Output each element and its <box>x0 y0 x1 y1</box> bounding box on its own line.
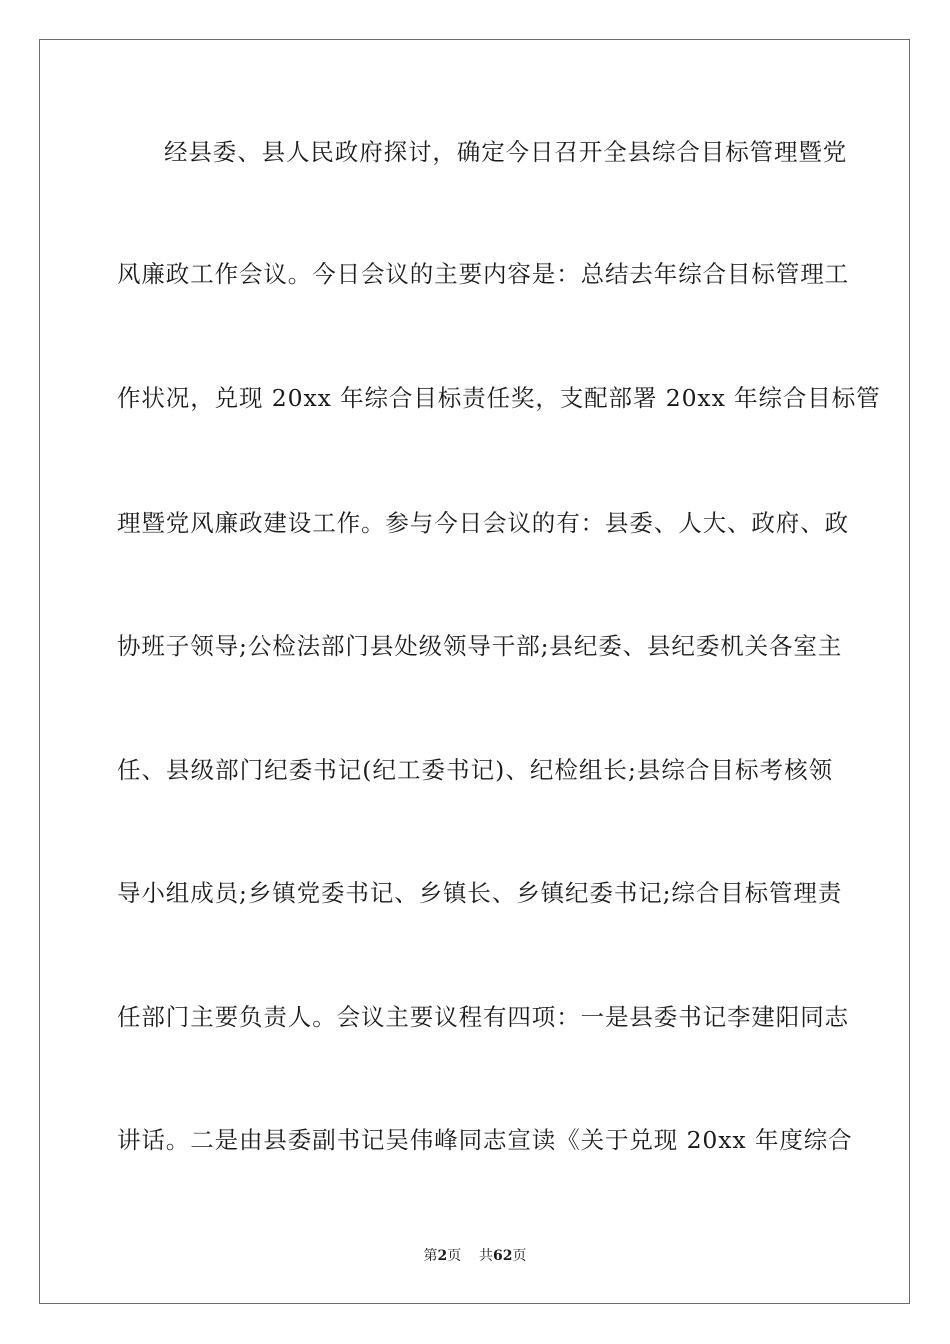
page-footer <box>0 1247 950 1265</box>
paragraph-line: 风廉政工作会议。今日会议的主要内容是：总结去年综合目标管理工 <box>117 260 849 288</box>
paragraph-line: 导小组成员;乡镇党委书记、乡镇长、乡镇纪委书记;综合目标管理责 <box>117 879 843 907</box>
paragraph-line: 理暨党风廉政建设工作。参与今日会议的有：县委、人大、政府、政 <box>117 509 849 537</box>
page-suffix: 页 <box>447 1248 462 1264</box>
page-prefix: 第 <box>423 1248 438 1264</box>
page-border <box>39 39 910 1304</box>
page-number: 2 <box>437 1248 448 1264</box>
paragraph-line: 作状况，兑现 20xx 年综合目标责任奖，支配部署 20xx 年综合目标管 <box>117 384 881 412</box>
paragraph-line: 任、县级部门纪委书记(纪工委书记)、纪检组长;县综合目标考核领 <box>117 756 833 784</box>
paragraph-line: 任部门主要负责人。会议主要议程有四项：一是县委书记李建阳同志 <box>117 1003 849 1031</box>
total-suffix: 页 <box>512 1248 527 1264</box>
total-prefix: 共 <box>479 1248 494 1264</box>
total-pages: 62 <box>493 1248 513 1264</box>
paragraph-line: 协班子领导;公检法部门县处级领导干部;县纪委、县纪委机关各室主 <box>117 632 843 660</box>
paragraph-line: 讲话。二是由县委副书记吴伟峰同志宣读《关于兑现 20xx 年度综合 <box>117 1126 853 1154</box>
paragraph-line: 经县委、县人民政府探讨，确定今日召开全县综合目标管理暨党 <box>164 138 848 166</box>
